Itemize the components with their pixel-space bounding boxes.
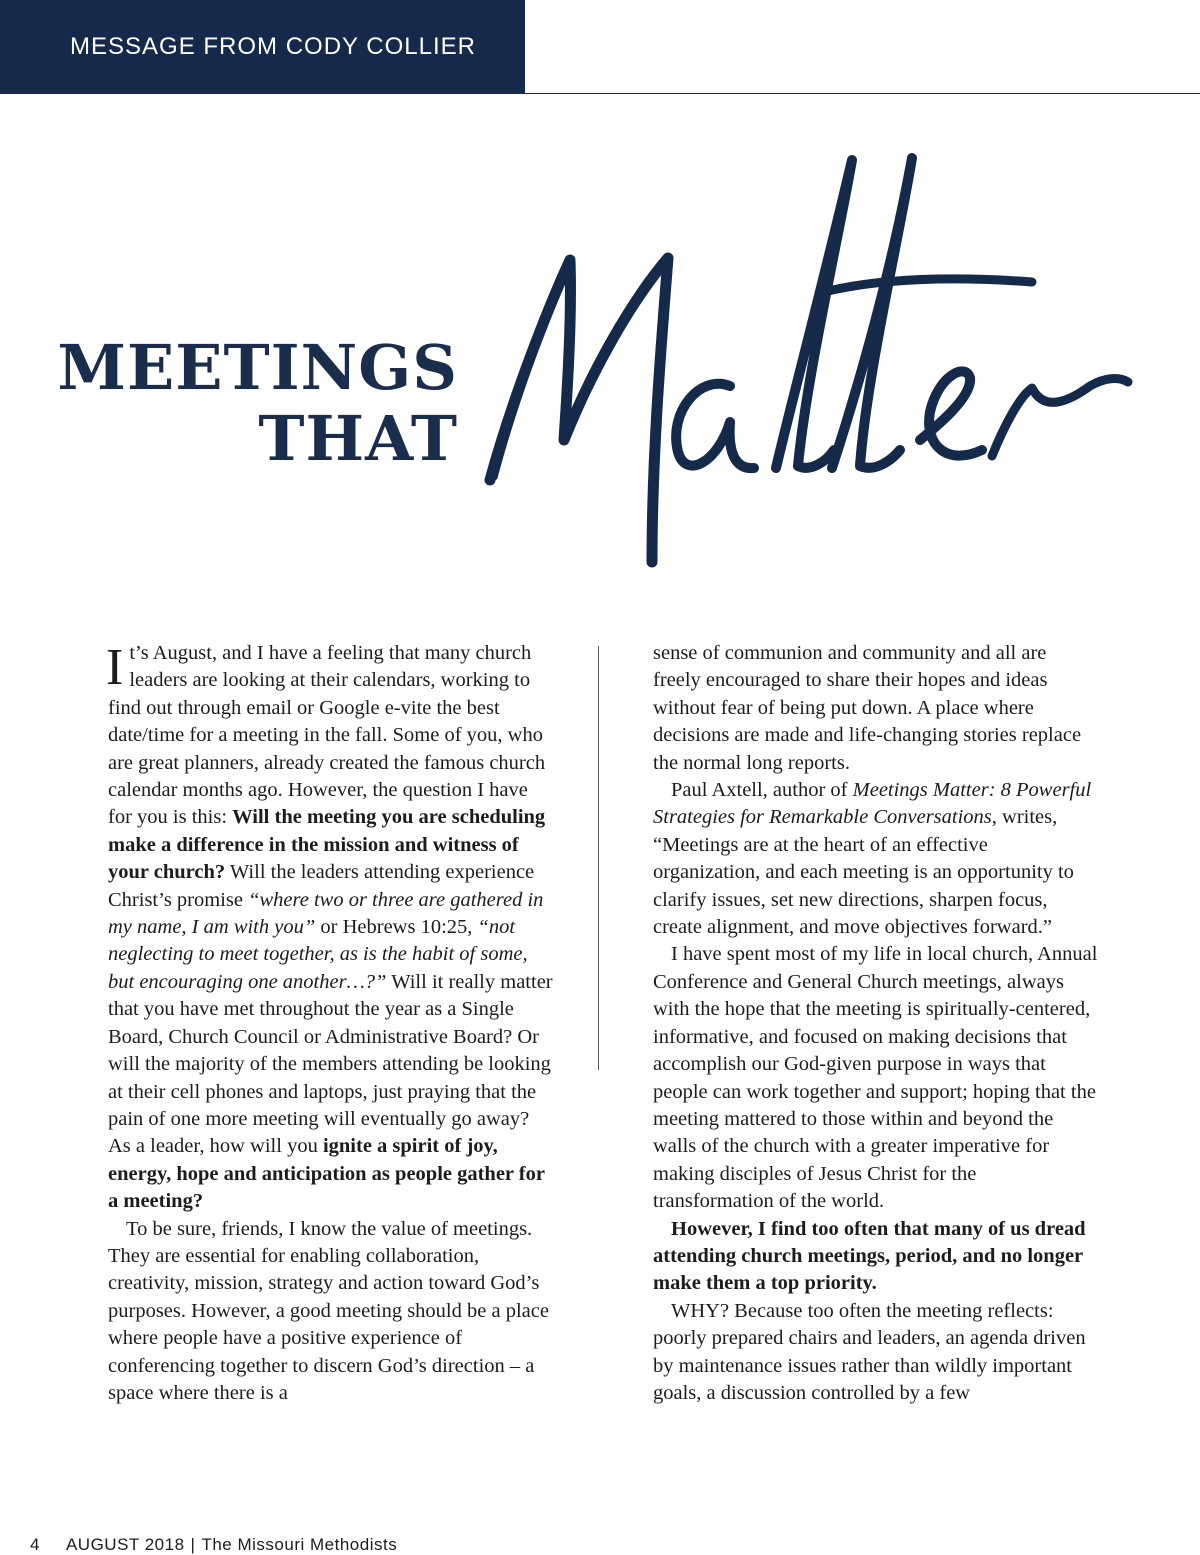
paragraph: WHY? Because too often the meeting reflects: poorly prepared chairs and leaders, an agenda driven by maintenance issues rather than wildly important goals, a discussion controlled by a few — [653, 1299, 1086, 1404]
footer-separator: | — [190, 1535, 196, 1554]
paragraph — [108, 640, 553, 1216]
brush-script-artwork — [472, 150, 1142, 570]
paragraph: sense of communion and community and all are freely encouraged to share their hopes and ideas without fear of being put down. A place where decisions are made and life-changing stories replace the normal long reports. — [653, 642, 1082, 774]
column-divider — [598, 646, 599, 1070]
publication-name: The Missouri Methodists — [201, 1535, 398, 1554]
header-band — [0, 0, 525, 94]
bold-question: ignite a spirit of joy, energy, hope and anticipation as people gather for a meeting? — [108, 1135, 545, 1213]
page-footer — [30, 1535, 397, 1555]
header-rule — [525, 93, 1200, 94]
drop-cap: I — [106, 639, 124, 696]
scripture-quote: “where two or three are gathered in my name, I am with you” — [108, 888, 544, 939]
text-run: Will the leaders attending experience Christ’s promise — [108, 861, 535, 911]
paragraph — [653, 777, 1098, 941]
bold-statement: However, I find too often that many of us dread attending church meetings, period, and no longer make them a top priority. — [653, 1217, 1086, 1295]
bold-question: Will the meeting you are scheduling make a difference in the mission and witness of your church? — [108, 806, 546, 884]
text-run: t’s August, and I have a feeling that many church leaders are looking at their calendars, working to find out through email or Google e-vite the best date/time for a meeting in the fall. Some of you, who are great planners, already created the famous church calendar months ago. However, the question I have for you is this: — [108, 642, 546, 829]
article-column-right — [653, 640, 1098, 1407]
paragraph: To be sure, friends, I know the value of meetings. They are essential for enabling collaboration, creativity, mission, strategy and action toward God’s purposes. However, a good meeting should be a place where people have a positive experience of conferencing together to discern God’s direction – a space where there is a — [108, 1217, 549, 1404]
book-title: Meetings Matter: 8 Powerful Strategies for Remarkable Conversations — [653, 779, 1092, 829]
scripture-quote: “not neglecting to meet together, as is the habit of some, but encouraging one another…?” — [108, 916, 528, 993]
text-run: Will it really matter that you have met throughout the year as a Single Board, Church Council or Administrative Board? Or will the majority of the members attending be looking at their cell phones and laptops, just praying that the pain of one more meeting will eventually go away? As a leader, how will you — [108, 970, 553, 1158]
paragraph-bold — [653, 1216, 1098, 1298]
text-run: , writes, “Meetings are at the heart of an effective organization, and each meeting is an opportunity to clarify issues, set new directions, sharpen focus, create alignment, and move objectives forward.” — [653, 806, 1074, 939]
paragraph: I have spent most of my life in local church, Annual Conference and General Church meetings, always with the hope that the meeting is spiritually-centered, informative, and focused on making decisions that accomplish our God-given purpose in ways that people can work together and support; hoping that the meeting mattered to those within and beyond the walls of the church with a greater imperative for making disciples of Jesus Christ for the transformation of the world. — [653, 943, 1098, 1213]
text-run: Paul Axtell, author of — [671, 779, 853, 802]
text-run: or Hebrews 10:25, — [315, 916, 478, 939]
issue-date: AUGUST 2018 — [65, 1535, 185, 1554]
section-header: MESSAGE FROM CODY COLLIER — [70, 33, 476, 60]
title-line-2: THAT — [258, 402, 458, 475]
script-title-matter — [472, 150, 1142, 570]
title-line-1: MEETINGS — [57, 331, 458, 404]
page-number: 4 — [30, 1535, 40, 1554]
article-column-left — [108, 640, 553, 1407]
